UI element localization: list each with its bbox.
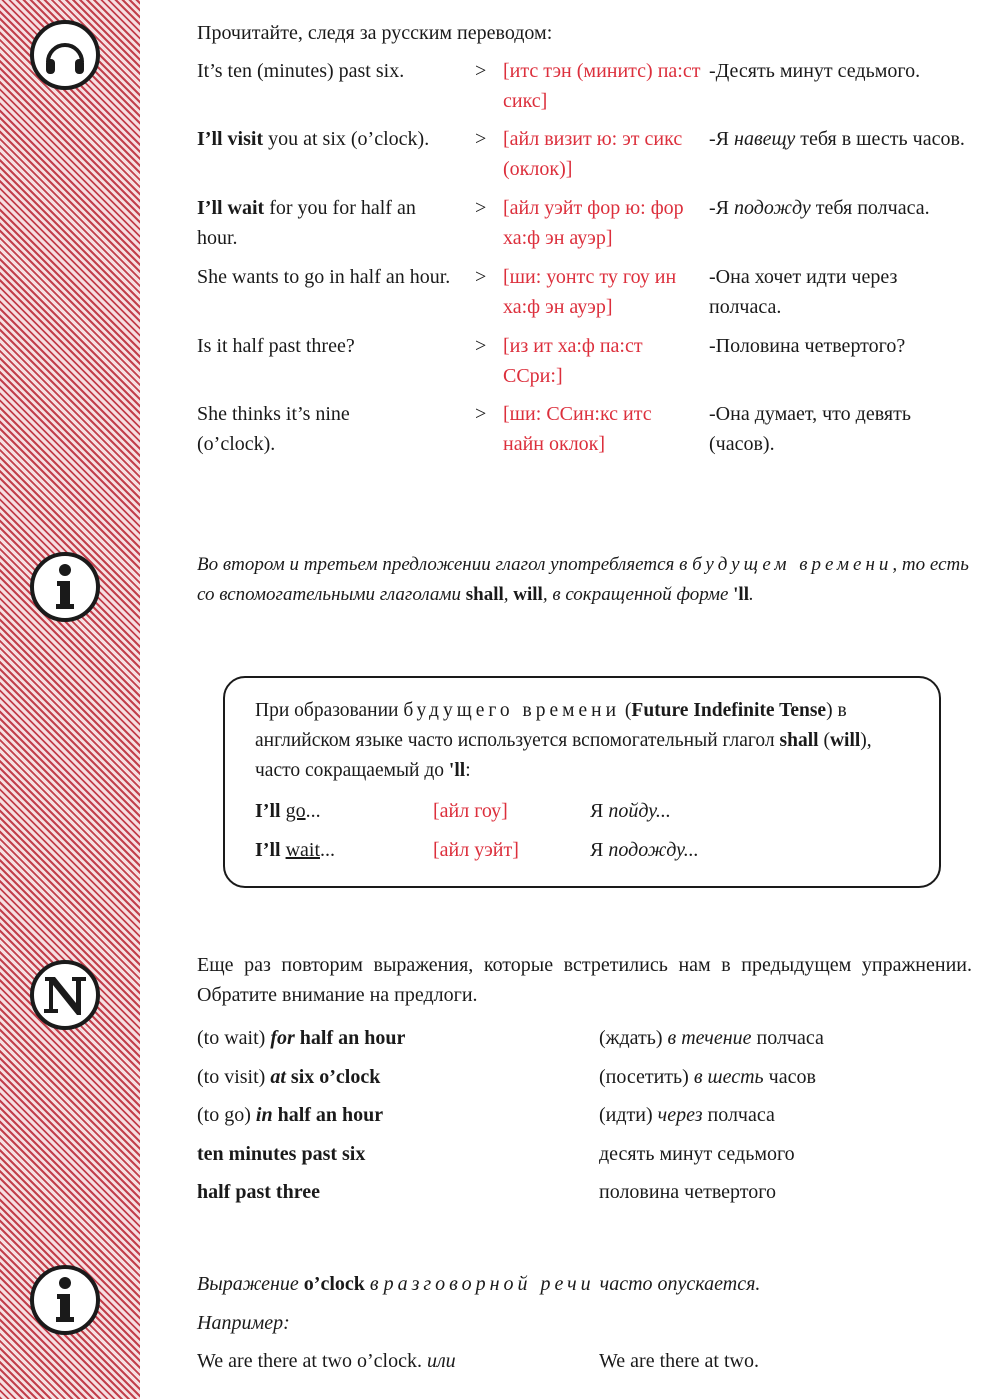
arrow: > (475, 128, 487, 150)
arrow: > (475, 60, 487, 82)
english-sentence: She wants to go in half an hour. (197, 266, 451, 288)
future-tense-rule-box: При образовании будущего времени (Future Indefinite Tense) в английском языке часто используется вспомогательный глагол shall (will), часто сокращаемый до 'll: I’ll go... [айл гоу] Я пойду... I’ll wait... [айл уэйт] Я подожду... (223, 676, 941, 888)
example-row (197, 124, 972, 193)
rule-text: При образовании будущего времени (Future Indefinite Tense) в английском языке часто используется вспомогательный глагол shall (will), часто сокращаемый до 'll: (255, 700, 872, 781)
n-note-icon (30, 960, 100, 1030)
transcription: [итс тэн (минитс) па:ст сикс] (503, 60, 701, 112)
oclock-info (197, 1265, 972, 1381)
intro-text: Прочитайте, следя за русским переводом: (197, 22, 553, 44)
english-sentence: It’s ten (minutes) past six. (197, 60, 405, 82)
oclock-rule: Выражение o’clock в разговорной речи часто опускается. (197, 1273, 761, 1295)
for-example-label: Например: (197, 1311, 290, 1334)
phrase-row: (to visit) at six o’clock (посетить) в шесть часов (197, 1065, 816, 1088)
oclock-example: We are there at two o’clock. или We are there at two. (197, 1350, 759, 1372)
english-sentence: I’ll visit you at six (o’clock). (197, 128, 430, 150)
future-tense-info: Во втором и третьем предложении глагол употребляется в будущем времени, то есть со вспомогательными глаголами shall, will, в сокращенной форме 'll. (197, 554, 969, 605)
phrase-row: ten minutes past six десять минут седьмого (197, 1142, 795, 1165)
russian-translation: -Половина четвертого? (709, 335, 906, 357)
examples-table (197, 18, 972, 467)
phrases-table (197, 1019, 972, 1212)
transcription: [айл уэйт фор ю: фор ха:ф эн ауэр] (503, 197, 684, 249)
phrase-row: (to go) in half an hour (идти) через полчаса (197, 1104, 775, 1126)
info-icon (30, 1265, 100, 1335)
russian-translation: -Десять минут седьмого. (709, 60, 921, 82)
transcription: [айл визит ю: эт сикс (оклок)] (503, 128, 683, 180)
russian-translation: -Я подожду тебя полчаса. (709, 197, 930, 219)
transcription: [ши: ССин:кс итс найн оклок] (503, 403, 652, 455)
example-row (197, 331, 972, 399)
russian-translation: -Она хочет идти через полчаса. (709, 266, 898, 318)
phrase-row: (to wait) for half an hour (ждать) в течение полчаса (197, 1027, 824, 1049)
example-row (197, 262, 972, 331)
english-sentence: She thinks it’s nine (o’clock). (197, 403, 350, 455)
info-icon (30, 552, 100, 622)
transcription: [ши: уонтс ту гоу ин ха:ф эн ауэр] (503, 266, 677, 318)
russian-translation: -Она думает, что девять (часов). (709, 403, 911, 455)
headphones-icon (30, 20, 100, 90)
transcription: [из ит ха:ф па:ст ССри:] (503, 335, 643, 387)
example-row (197, 399, 972, 467)
english-sentence: Is it half past three? (197, 335, 355, 357)
example-row (197, 56, 972, 124)
prepositions-note: Еще раз повторим выражения, которые встретились нам в предыдущем упражнении. Обратите внимание на предлоги. (197, 954, 972, 1006)
arrow: > (475, 197, 487, 219)
english-sentence: I’ll wait for you for half an hour. (197, 197, 416, 249)
russian-translation: -Я навещу тебя в шесть часов. (709, 128, 965, 150)
arrow: > (475, 403, 487, 425)
margin-strip (0, 0, 140, 1399)
arrow: > (475, 335, 487, 357)
arrow: > (475, 266, 487, 288)
phrase-row: half past three половина четвертого (197, 1181, 776, 1203)
example-row (197, 193, 972, 262)
